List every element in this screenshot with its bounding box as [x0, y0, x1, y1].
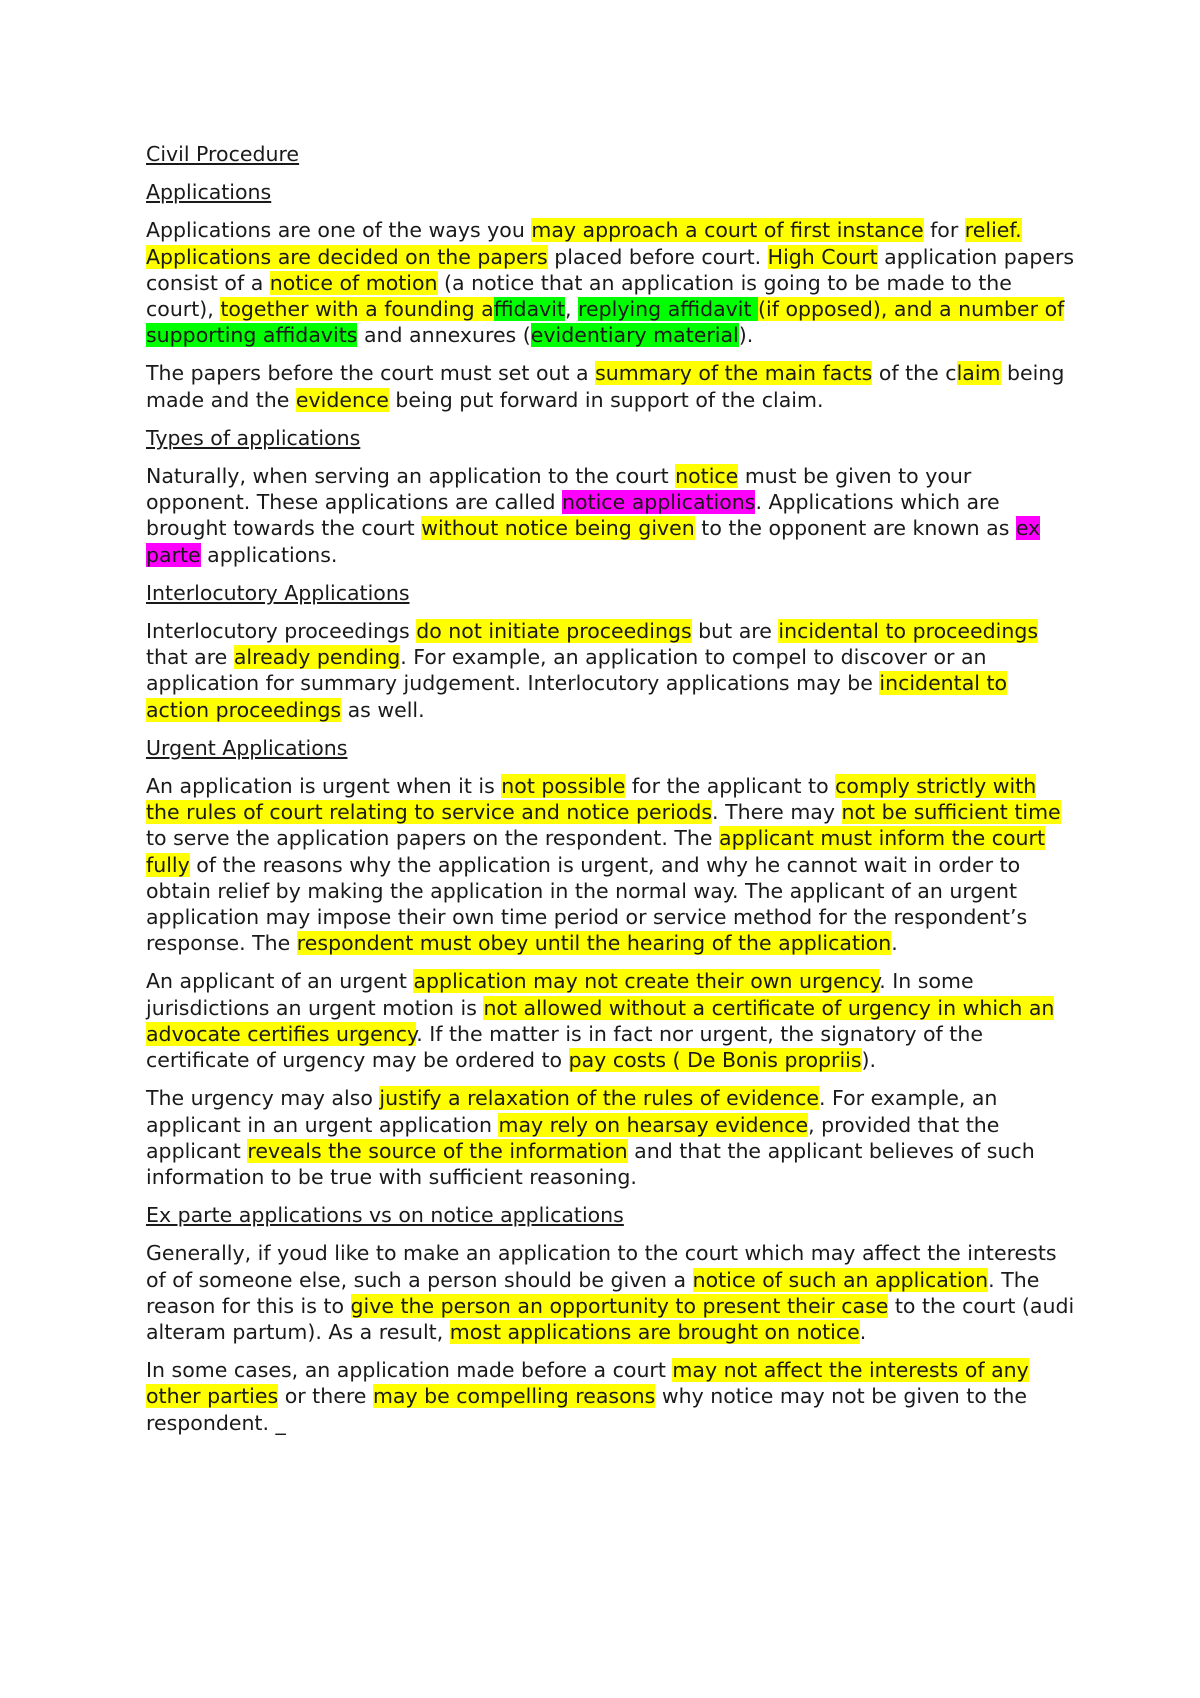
- text-run: being made and the: [146, 361, 1065, 412]
- highlight-yellow: together with a founding a: [220, 297, 494, 322]
- heading-text: Interlocutory Applications: [146, 580, 410, 605]
- highlight-green: evidentiary material: [530, 323, 739, 348]
- highlight-yellow: incidental to action proceedings: [146, 671, 1008, 722]
- text-run: Generally, if youd like to make an application to the court which may affect the interests of of someone else, such a person should be given a: [146, 1241, 1057, 1292]
- text-run: to the opponent are known as: [694, 516, 1016, 541]
- text-run: application papers consist of a: [146, 244, 1075, 295]
- highlight-yellow: summary of the main facts: [595, 361, 873, 386]
- text-run: as well.: [341, 697, 425, 722]
- highlight-yellow: justify a relaxation of the rules of evidence: [379, 1086, 820, 1111]
- paragraph-urgent-2: [146, 968, 1076, 1073]
- highlight-yellow: relief. Applications are decided on the papers: [146, 218, 1022, 269]
- highlight-yellow: incidental to proceedings: [778, 619, 1039, 644]
- paragraph-urgent-1: [146, 773, 1076, 956]
- highlight-yellow: may be compelling reasons: [372, 1384, 656, 1409]
- text-run: for the applicant to: [625, 774, 836, 799]
- text-run: . The reason for this is to: [146, 1267, 1040, 1318]
- highlight-yellow: notice of such an application: [692, 1267, 989, 1292]
- highlight-magenta: ex parte: [146, 516, 1041, 567]
- highlight-yellow: already pending: [233, 645, 401, 670]
- paragraph-urgent-3: [146, 1085, 1076, 1190]
- highlight-yellow: applicant must inform the court fully: [146, 826, 1046, 877]
- highlight-yellow: without notice being given: [421, 516, 695, 541]
- highlight-yellow: not be sufficient time: [841, 800, 1061, 825]
- heading-ex-parte: [146, 1202, 1076, 1228]
- text-run: The urgency may also: [146, 1086, 380, 1111]
- highlight-yellow: not possible: [501, 774, 626, 799]
- highlight-yellow: pay costs ( De Bonis propriis: [568, 1048, 862, 1073]
- text-run: ).: [861, 1048, 877, 1073]
- highlight-yellow: may not affect the interests of any other parties: [146, 1358, 1029, 1409]
- text-run: but are: [691, 619, 779, 644]
- text-run: that are: [146, 645, 234, 670]
- text-run: . Applications which are brought towards the court: [146, 490, 1000, 541]
- paragraph-ex-parte-1: [146, 1240, 1076, 1345]
- text-run: why notice may not be given to the respondent. _: [146, 1384, 1028, 1435]
- text-run: and that the applicant believes of such information to be true with sufficient reasoning.: [146, 1138, 1035, 1189]
- paragraph-types: [146, 463, 1076, 568]
- title: [146, 141, 1076, 167]
- text-run: . For example, an applicant in an urgent application: [146, 1086, 998, 1137]
- text-run: placed before court.: [547, 244, 768, 269]
- highlight-magenta: notice applications: [562, 490, 756, 515]
- highlight-yellow: do not initiate proceedings: [416, 619, 692, 644]
- text-run: . For example, an application to compel to discover or an application for summary judgement. Interlocutory applications may be: [146, 645, 987, 696]
- paragraph-ex-parte-2: [146, 1357, 1076, 1436]
- text-run: .: [859, 1319, 867, 1344]
- text-run: (a notice that an application is going to be made to the court),: [146, 270, 1012, 322]
- highlight-yellow: evidence: [295, 387, 389, 412]
- text-run: and annexures (: [357, 323, 531, 348]
- text-run: to serve the application papers on the respondent. The: [146, 826, 720, 851]
- paragraph-applications: [146, 217, 1076, 348]
- document-body: [146, 141, 1076, 1448]
- heading-applications: [146, 179, 1076, 205]
- highlight-yellow: not allowed without a certificate of urgency in which an advocate certifies urgency: [146, 995, 1055, 1046]
- text-run: being put forward in support of the claim.: [388, 387, 824, 412]
- highlight-yellow: reveals the source of the information: [247, 1138, 628, 1163]
- highlight-yellow: application may not create their own urgency: [413, 969, 880, 994]
- highlight-yellow: laim: [956, 361, 1001, 386]
- highlight-green: supporting affidavits: [146, 323, 358, 348]
- text-run: , provided that the applicant: [146, 1112, 1000, 1163]
- text-run: In some cases, an application made before a court: [146, 1358, 673, 1383]
- heading-urgent: [146, 735, 1076, 761]
- paragraph-papers: [146, 360, 1076, 412]
- text-run: . There may: [712, 800, 842, 825]
- text-run: An applicant of an urgent: [146, 969, 414, 994]
- text-run: ).: [738, 323, 754, 348]
- text-run: . If the matter is in fact nor urgent, the signatory of the certificate of urgency may be ordered to: [146, 1021, 983, 1073]
- highlight-yellow: notice of motion: [269, 270, 438, 295]
- paragraph-interlocutory: [146, 618, 1076, 723]
- highlight-yellow: may rely on hearsay evidence: [498, 1112, 809, 1137]
- text-run: Naturally, when serving an application to the court: [146, 464, 676, 489]
- highlight-yellow: High Court: [767, 244, 878, 269]
- text-run: of the c: [872, 361, 957, 386]
- highlight-yellow: (if opposed), and a number of: [758, 297, 1065, 322]
- heading-text: Ex parte applications vs on notice applications: [146, 1203, 624, 1228]
- text-run: must be given to your opponent. These applications are called: [146, 464, 972, 515]
- text-run: for: [923, 218, 965, 243]
- text-run: An application is urgent when it is: [146, 774, 502, 799]
- text-run: . In some jurisdictions an urgent motion is: [146, 969, 974, 1020]
- highlight-yellow: give the person an opportunity to present their case: [350, 1293, 889, 1318]
- text-run: ,: [565, 297, 579, 322]
- highlight-green: replying affidavit: [578, 297, 759, 322]
- text-run: or there: [278, 1384, 373, 1409]
- heading-text: Urgent Applications: [146, 735, 348, 760]
- highlight-yellow: may approach a court of first instance: [531, 218, 924, 243]
- highlight-yellow: most applications are brought on notice: [449, 1319, 860, 1344]
- text-run: The papers before the court must set out a: [146, 361, 596, 386]
- heading-text: Civil Procedure: [146, 142, 300, 166]
- text-run: Applications are one of the ways you: [146, 218, 532, 243]
- heading-interlocutory: [146, 580, 1076, 606]
- text-run: .: [891, 931, 898, 956]
- heading-text: Types of applications: [146, 425, 361, 450]
- highlight-green: ffidavit: [493, 297, 565, 322]
- highlight-yellow: notice: [675, 464, 739, 489]
- heading-text: Applications: [146, 180, 272, 205]
- highlight-yellow: respondent must obey until the hearing of the application: [296, 931, 892, 956]
- highlight-yellow: comply strictly with the rules of court relating to service and notice periods: [146, 774, 1037, 825]
- heading-types: [146, 425, 1076, 451]
- text-run: Interlocutory proceedings: [146, 619, 417, 644]
- text-run: of the reasons why the application is urgent, and why he cannot wait in order to obtain relief by making the application in the normal way. The applicant of an urgent application may impose their own time period or service method for the respondent’s response. The: [146, 852, 1028, 956]
- text-run: to the court (audi alteram partum). As a result,: [146, 1293, 1075, 1344]
- text-run: applications.: [200, 542, 338, 567]
